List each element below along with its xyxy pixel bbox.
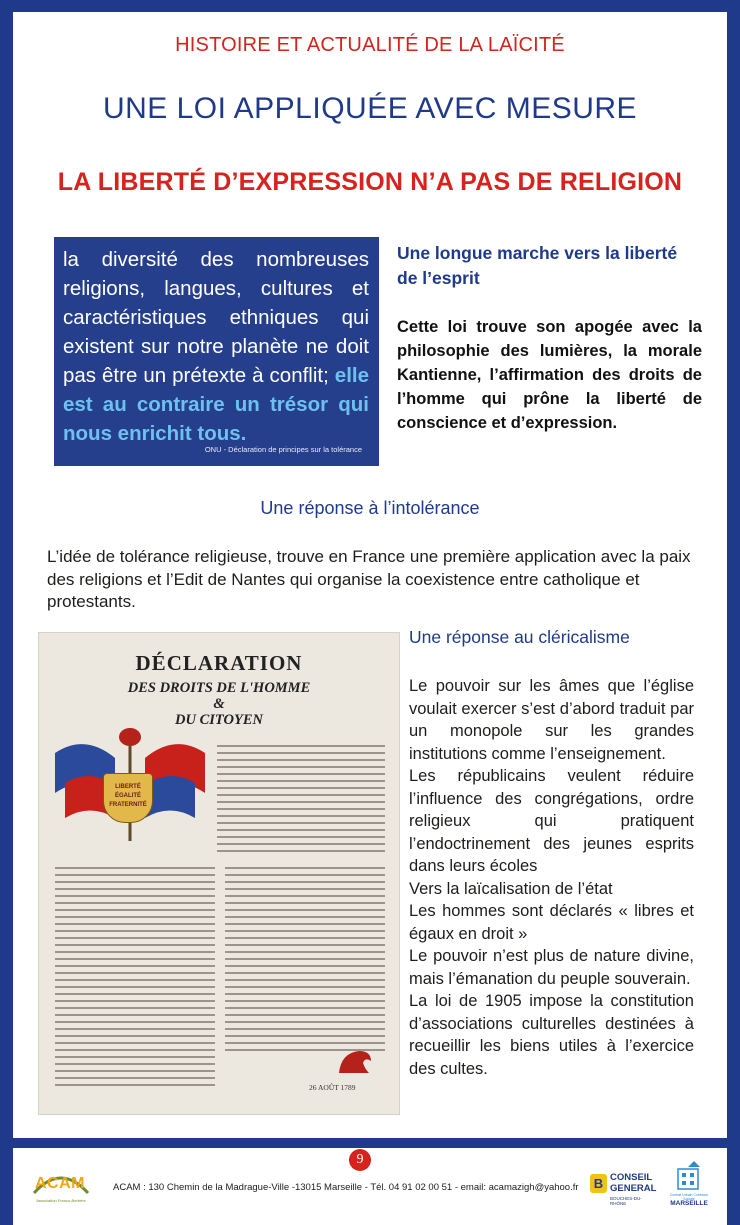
acam-logo-subtitle: Association Franco-Berbère	[36, 1198, 86, 1203]
marseille-building-icon	[666, 1157, 712, 1193]
clericalisme-paragraph: Le pouvoir sur les âmes que l’église voulait exercer s’est d’abord traduit par un monopole sur les grandes institutions comme l’enseignement.	[409, 677, 694, 763]
declaration-droits-homme-image	[38, 632, 400, 1115]
articles-right-column	[225, 867, 385, 1056]
intolerance-heading: Une réponse à l’intolérance	[260, 498, 480, 518]
footer-contact: ACAM : 130 Chemin de la Madrague-Ville -13015 Marseille - Tél. 04 91 02 00 51 - email: acamazigh@yahoo.fr	[113, 1182, 579, 1193]
preamble-text-block	[217, 745, 385, 857]
acam-logo	[28, 1163, 94, 1213]
clericalisme-paragraph: Le pouvoir n’est plus de nature divine, mais l’émanation du peuple souverain.	[409, 947, 694, 988]
series-kicker: HISTOIRE ET ACTUALITÉ DE LA LAÏCITÉ	[175, 34, 565, 56]
quote-text	[63, 245, 369, 448]
quote-source: ONU - Déclaration de principes sur la tolérance	[204, 445, 362, 454]
conseil-general-mark-icon: B	[590, 1174, 607, 1193]
intolerance-body: L’idée de tolérance religieuse, trouve en France une première application avec la paix des religions et l’Edit de Nantes qui organise la coexistence entre catholique et protestants.	[47, 547, 691, 611]
quote-highlight-text: elle est au contraire un trésor qui nous enrichit tous.	[63, 364, 369, 445]
clericalisme-heading: Une réponse au cléricalisme	[409, 627, 630, 647]
conseil-general-word1: CONSEIL	[610, 1172, 653, 1183]
page-title: UNE LOI APPLIQUÉE AVEC MESURE	[102, 92, 638, 125]
marseille-cucs-logo	[666, 1157, 712, 1213]
longue-marche-body: Cette loi trouve son apogée avec la philosophie des lumières, la morale Kantienne, l’affirmation des droits de l’homme qui prône la liberté de conscience et d’expression.	[397, 318, 702, 432]
clericalisme-paragraph: Vers la laïcalisation de l’état	[409, 879, 613, 898]
acam-logo-word: ACAM	[35, 1175, 85, 1192]
declaration-title: DÉCLARATION	[135, 651, 303, 675]
page-number-badge: 9	[349, 1149, 371, 1171]
declaration-subtitle-line2: &	[213, 696, 225, 712]
tolerance-quote-box	[54, 237, 379, 466]
frame-top-border	[0, 0, 740, 12]
clericalisme-paragraph: Les hommes sont déclarés « libres et égaux en droit »	[409, 902, 694, 943]
marseille-logo-subtitle: Contrat Urbain Cohésion Sociale	[669, 1193, 709, 1201]
declaration-subtitle-line3: DU CITOYEN	[175, 712, 263, 728]
liberte-egalite-fraternite-shield: LIBERTÉ ÉGALITÉ FRATERNITÉ	[103, 773, 153, 823]
conseil-general-word2: GENERAL	[610, 1183, 657, 1194]
declaration-subtitle	[39, 680, 399, 728]
clericalisme-body	[409, 675, 694, 1080]
quote-main-text: la diversité des nombreuses religions, langues, cultures et caractéristiques ethniques qui existent sur notre planète ne doit pas être un prétexte à conflit;	[63, 248, 369, 387]
declaration-date: 26 AOÛT 1789	[309, 1083, 356, 1092]
clericalisme-paragraph: Les républicains veulent réduire l’influence des congrégations, ordre religieux qui pratiquent l’endoctrinement des jeunes esprits dans leurs écoles	[409, 767, 694, 875]
longue-marche-heading: Une longue marche vers la liberté de l’esprit	[397, 243, 678, 288]
declaration-subtitle-line1: DES DROITS DE L'HOMME	[127, 680, 311, 696]
frame-bottom-border	[0, 1138, 740, 1148]
articles-left-column	[55, 867, 215, 1091]
phrygian-cap-icon	[335, 1047, 375, 1077]
conseil-general-word3: BOUCHES-DU-RHÔNE	[610, 1196, 642, 1206]
clericalisme-paragraph: La loi de 1905 impose la constitution d’associations culturelles destinées à recueillir les biens utiles à l’exercice des cultes.	[409, 992, 694, 1078]
page-subtitle: LA LIBERTÉ D’EXPRESSION N’A PAS DE RELIGION	[57, 168, 683, 196]
conseil-general-logo	[590, 1170, 657, 1210]
marseille-logo-word: MARSEILLE	[670, 1200, 708, 1207]
